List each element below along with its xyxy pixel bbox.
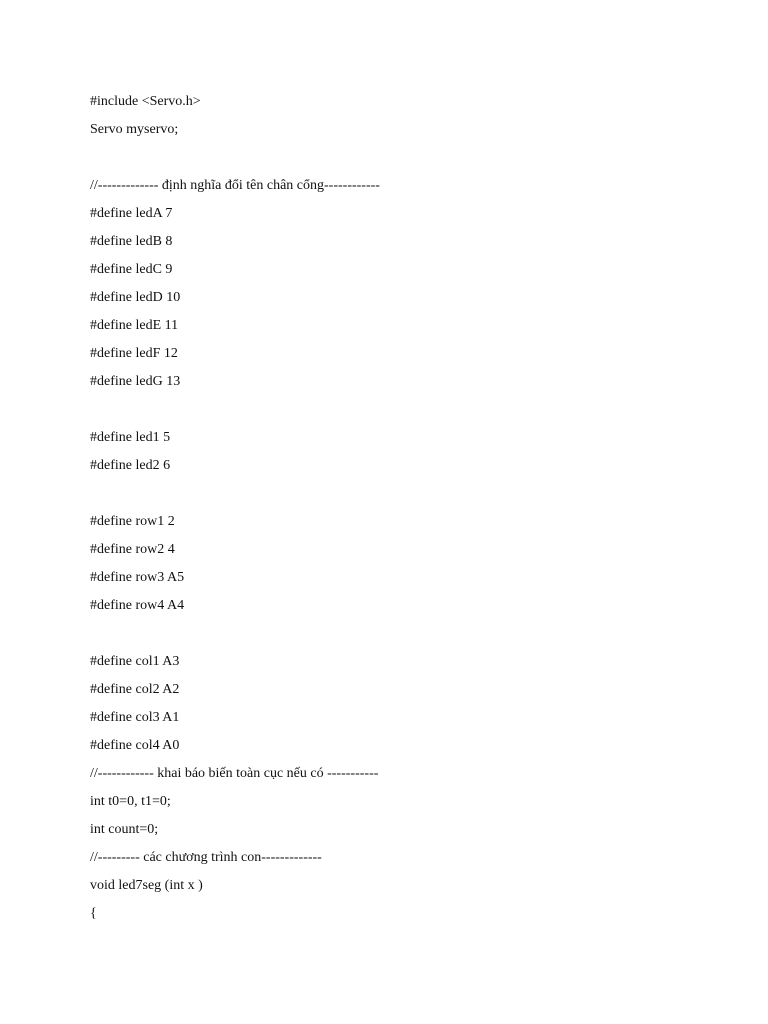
code-line: int t0=0, t1=0;	[90, 794, 171, 809]
code-line: #define col3 A1	[90, 710, 180, 725]
code-line: #define led2 6	[90, 458, 171, 473]
code-line: #define ledC 9	[90, 262, 173, 277]
code-line: #define row1 2	[90, 514, 175, 529]
code-line: #define ledB 8	[90, 234, 173, 249]
code-line: #define ledA 7	[90, 206, 173, 221]
code-line: #define row3 A5	[90, 570, 185, 585]
code-line: int count=0;	[90, 822, 159, 837]
code-line: #include <Servo.h>	[90, 94, 201, 109]
code-line: {	[90, 906, 97, 921]
code-line: #define ledF 12	[90, 346, 178, 361]
code-line: #define row2 4	[90, 542, 175, 557]
code-line: #define ledG 13	[90, 374, 181, 389]
comment-line: //------------- định nghĩa đổi tên chân cổng------------	[90, 178, 380, 193]
blank-line	[90, 480, 730, 508]
code-line: void led7seg (int x )	[90, 878, 203, 893]
code-line: #define col2 A2	[90, 682, 180, 697]
code-listing	[90, 88, 730, 928]
code-line: #define led1 5	[90, 430, 171, 445]
code-line: #define ledD 10	[90, 290, 181, 305]
blank-line	[90, 396, 730, 424]
blank-line	[90, 144, 730, 172]
code-line: #define col1 A3	[90, 654, 180, 669]
comment-line: //--------- các chương trình con-------------	[90, 850, 322, 865]
code-line: #define col4 A0	[90, 738, 180, 753]
comment-line: //------------ khai báo biến toàn cục nếu có -----------	[90, 766, 379, 781]
code-line: #define row4 A4	[90, 598, 185, 613]
blank-line	[90, 620, 730, 648]
code-line: #define ledE 11	[90, 318, 179, 333]
code-line: Servo myservo;	[90, 122, 179, 137]
